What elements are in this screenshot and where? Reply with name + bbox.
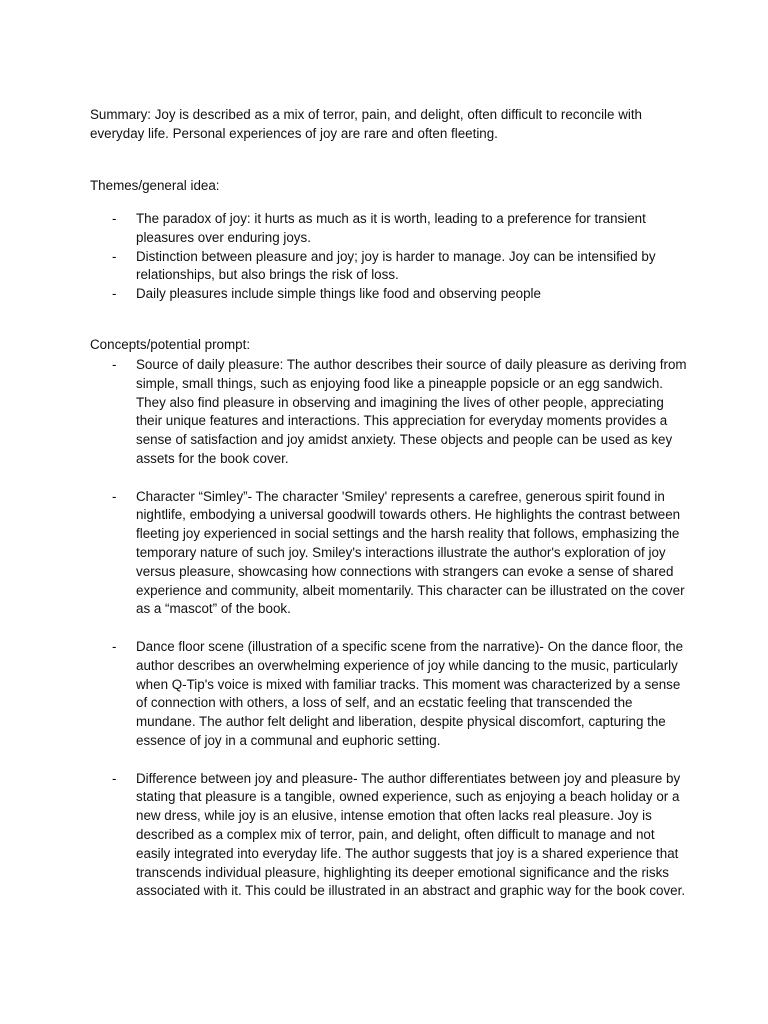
list-bullet: - xyxy=(112,770,117,786)
themes-item-text: Daily pleasures include simple things like food and observing people xyxy=(136,286,541,302)
themes-list xyxy=(90,210,690,304)
concepts-list-item xyxy=(90,356,690,469)
themes-list-item xyxy=(90,210,690,248)
concepts-list-item xyxy=(90,488,690,620)
concepts-item-text: Difference between joy and pleasure- The author differentiates between joy and pleasure by stating that pleasure is a tangible, owned experience, such as enjoying a beach holiday or a new dress, while joy is an elusive, intense emotion that often lacks real pleasure. Joy is described as a complex mix of terror, pain, and delight, often difficult to manage and not easily integrated into everyday life. The author suggests that joy is a shared experience that transcends individual pleasure, highlighting its deeper emotional significance and the risks associated with it. This could be illustrated in an abstract and graphic way for the book cover. xyxy=(136,770,686,899)
themes-item-text: Distinction between pleasure and joy; joy is harder to manage. Joy can be intensified by relationships, but also brings the risk of loss. xyxy=(136,248,656,283)
list-bullet: - xyxy=(112,248,117,264)
themes-item-text: The paradox of joy: it hurts as much as it is worth, leading to a preference for transient pleasures over enduring joys. xyxy=(136,211,646,245)
themes-list-item xyxy=(90,248,690,286)
themes-list-item xyxy=(90,285,690,304)
themes-heading: Themes/general idea: xyxy=(90,178,220,193)
concepts-item-text: Character “Simley”- The character 'Smiley' represents a carefree, generous spirit found in nightlife, embodying a universal goodwill towards others. He highlights the contrast between fleeting joy experienced in social settings and the harsh reality that follows, emphasizing the temporary nature of such joy. Smiley's interactions illustrate the author's exploration of joy versus pleasure, showcasing how connections with strangers can evoke a sense of shared experience and community, albeit momentarily. This character can be illustrated on the cover as a “mascot” of the book. xyxy=(136,488,685,617)
list-bullet: - xyxy=(112,286,117,302)
concepts-list-item xyxy=(90,770,690,902)
concepts-item-text: Dance floor scene (illustration of a specific scene from the narrative)- On the dance floor, the author describes an overwhelming experience of joy while dancing to the music, particularly when Q-Tip's voice is mixed with familiar tracks. This moment was characterized by a sense of connection with others, a loss of self, and an ecstatic feeling that transcended the mundane. The author felt delight and liberation, despite physical discomfort, capturing the essence of joy in a communal and euphoric setting. xyxy=(136,638,684,748)
concepts-list-item xyxy=(90,638,690,751)
list-bullet: - xyxy=(112,357,117,372)
list-bullet: - xyxy=(112,488,117,504)
summary-paragraph: Summary: Joy is described as a mix of terror, pain, and delight, often difficult to reconcile with everyday life. Personal experiences of joy are rare and often fleeting. xyxy=(90,107,643,141)
list-bullet: - xyxy=(112,638,117,654)
list-bullet: - xyxy=(112,211,117,226)
concepts-list xyxy=(90,356,690,920)
concepts-item-text: Source of daily pleasure: The author describes their source of daily pleasure as deriving from simple, small things, such as enjoying food like a pineapple popsicle or an egg sandwich. They also find pleasure in observing and imagining the lives of other people, appreciating their unique features and interactions. This appreciation for everyday moments provides a sense of satisfaction and joy amidst anxiety. These objects and people can be used as key assets for the book cover. xyxy=(136,357,687,466)
concepts-heading: Concepts/potential prompt: xyxy=(90,337,251,352)
